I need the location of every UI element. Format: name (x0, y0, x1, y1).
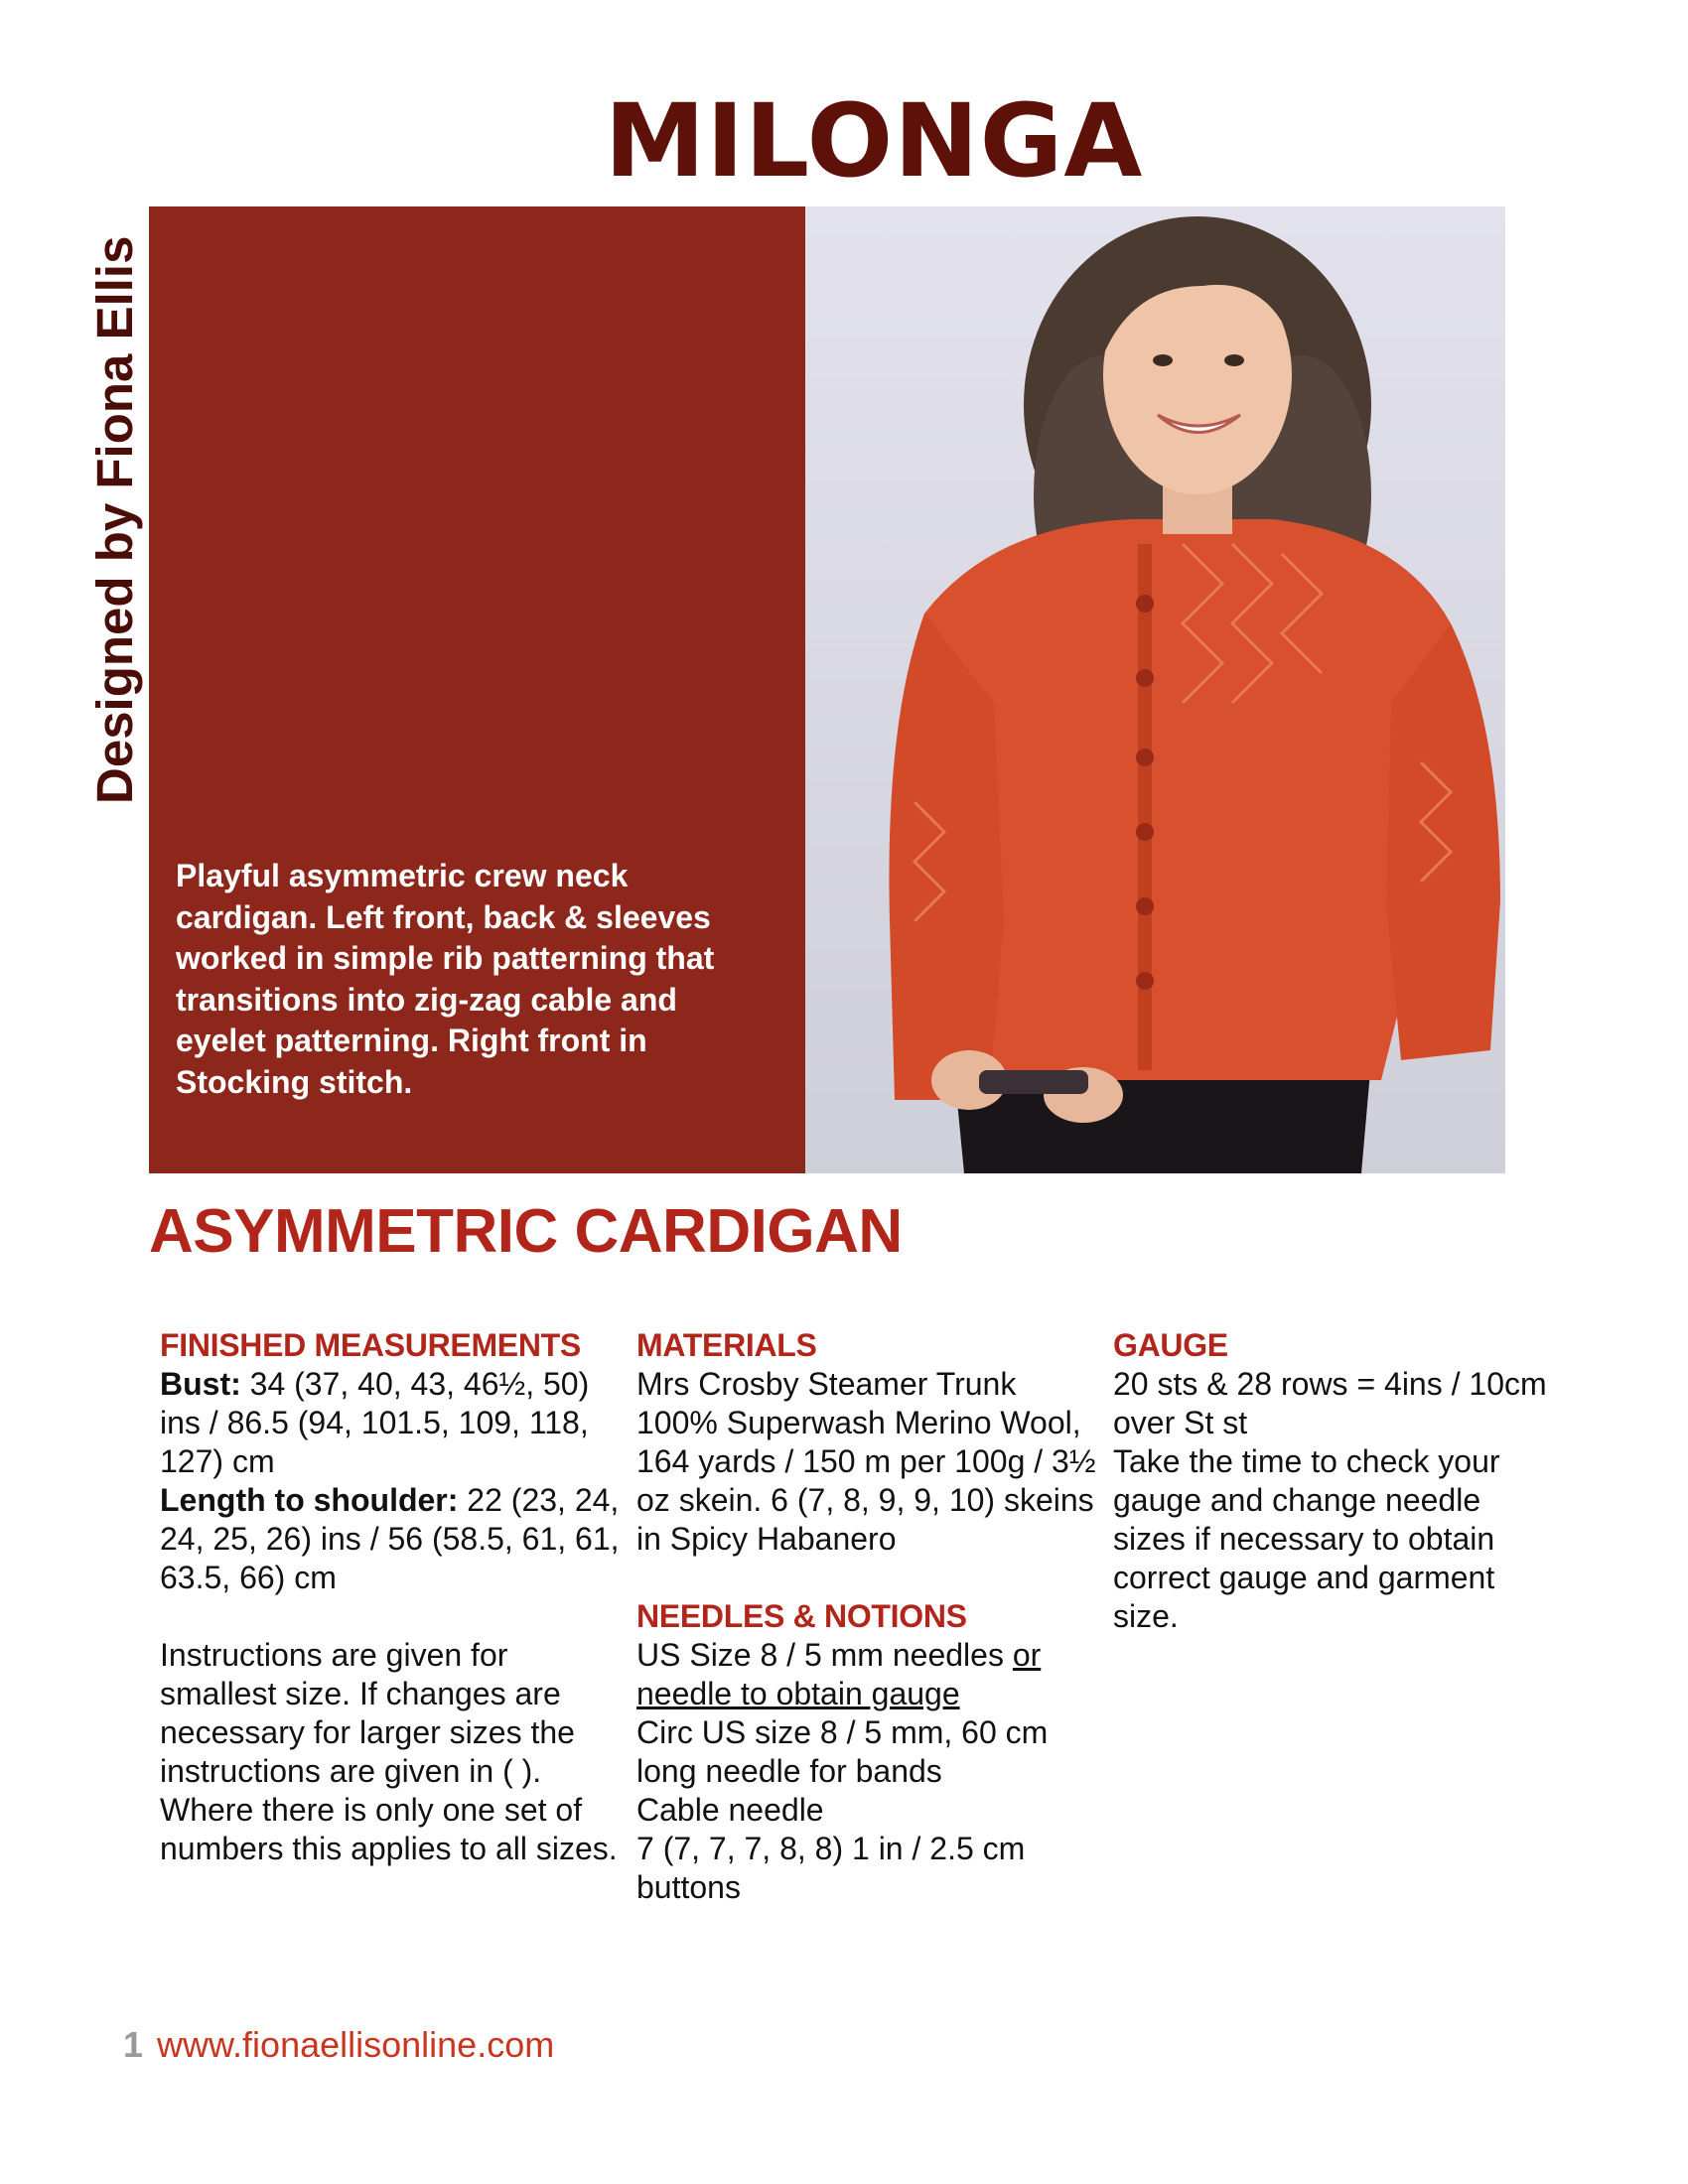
pattern-title: MILONGA (604, 82, 1144, 201)
bust-label: Bust: (160, 1366, 241, 1402)
gauge-heading: GAUGE (1113, 1327, 1228, 1363)
needles-heading: NEEDLES & NOTIONS (636, 1598, 967, 1634)
materials-heading: MATERIALS (636, 1327, 817, 1363)
finished-measurements-section (160, 1326, 627, 1868)
gauge-line-1: 20 sts & 28 rows = 4ins / 10cm over St st (1113, 1366, 1547, 1440)
materials-text: Mrs Crosby Steamer Trunk 100% Superwash Merino Wool, 164 yards / 150 m per 100g / 3½ oz skein. 6 (7, 8, 9, 9, 10) skeins in Spicy Habanero (636, 1366, 1096, 1557)
bust-value: 34 (37, 40, 43, 46½, 50) ins / 86.5 (94, 101.5, 109, 118, 127) cm (160, 1366, 590, 1479)
needles-line-1: US Size 8 / 5 mm needles or needle to obtain gauge (636, 1637, 1042, 1711)
pattern-subtitle: ASYMMETRIC CARDIGAN (149, 1197, 903, 1266)
finished-measurements-heading: FINISHED MEASUREMENTS (160, 1327, 581, 1363)
page-number: 1 (123, 2024, 144, 2065)
size-instructions: Instructions are given for smallest size. If changes are necessary for larger sizes the instructions are given in ( ). Where there is only one set of numbers this applies to all sizes. (160, 1637, 618, 1866)
length-measurement (160, 1481, 627, 1597)
website-link[interactable]: www.fionaellisonline.com (157, 2024, 555, 2065)
gauge-section (1113, 1326, 1550, 1636)
gauge-line-2: Take the time to check your gauge and change needle sizes if necessary to obtain correct gauge and garment size. (1113, 1443, 1500, 1634)
bust-measurement (160, 1365, 627, 1481)
hero-panel (149, 206, 805, 1173)
materials-section (636, 1326, 1103, 1907)
length-label: Length to shoulder: (160, 1482, 459, 1518)
needles-line-4: 7 (7, 7, 7, 8, 8) 1 in / 2.5 cm buttons (636, 1831, 1026, 1905)
needles-gauge-note: or needle to obtain gauge (636, 1637, 1042, 1711)
needles-line-3: Cable needle (636, 1792, 824, 1828)
hero-description: Playful asymmetric crew neck cardigan. Left front, back & sleeves worked in simple rib patterning that transitions into zig-zag cable and eyelet patterning. Right front in Stocking stitch. (176, 858, 715, 1100)
model-photo-illustration (805, 206, 1505, 1173)
designer-credit: Designed by Fiona Ellis (86, 235, 143, 804)
needles-line-2: Circ US size 8 / 5 mm, 60 cm long needle for bands (636, 1714, 1049, 1789)
page-footer (123, 2024, 555, 2065)
length-value: 22 (23, 24, 24, 25, 26) ins / 56 (58.5, 61, 61, 63.5, 66) cm (160, 1482, 620, 1595)
model-photo (805, 206, 1505, 1173)
